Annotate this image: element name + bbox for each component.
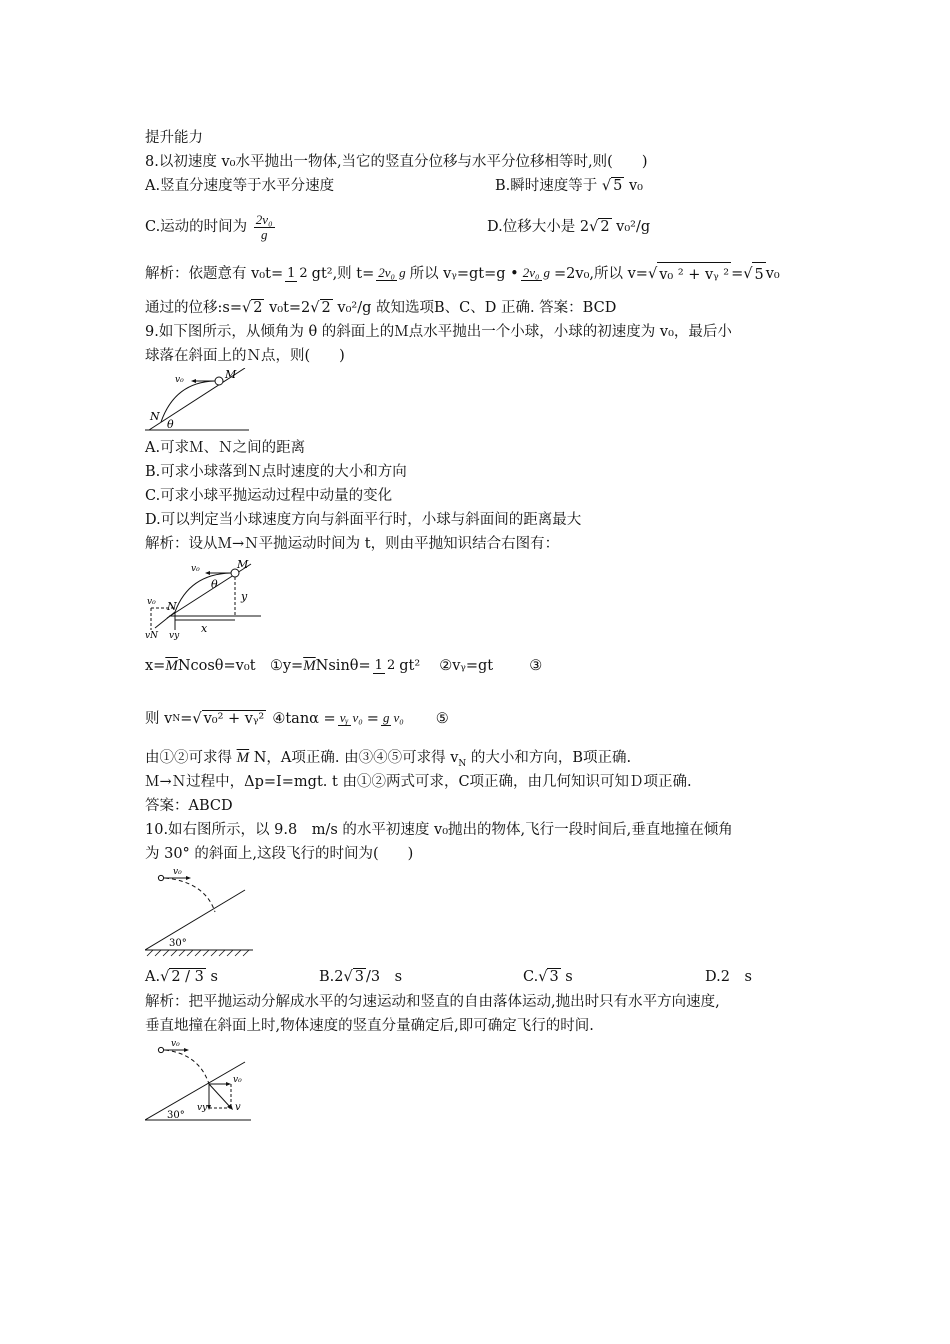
q8-analysis-tail: v₀	[765, 266, 780, 282]
root: 2	[600, 219, 610, 235]
q10-analysis-2: 垂直地撞在斜面上时,物体速度的竖直分量确定后,即可确定飞行的时间.	[145, 1018, 594, 1034]
q10-analysis-1: 解析：把平抛运动分解成水平的匀速运动和竖直的自由落体运动,抛出时只有水平方向速度,	[145, 994, 720, 1010]
eq1d: Nsinθ=	[315, 658, 371, 674]
eq1f: ②vᵧ=gt	[439, 658, 494, 674]
q8-analysis-mid2: 所以 vᵧ=gt=g •	[409, 266, 519, 282]
opt-tail: s	[565, 969, 573, 985]
g-v0-fraction	[381, 711, 406, 727]
num: 2v₀	[522, 265, 540, 281]
q9-figure	[145, 368, 255, 436]
q10-figure	[145, 866, 265, 958]
q8-analysis-mid3: =2v₀,所以 v=	[554, 266, 648, 282]
q9-equations-2: 则 v N = √ v₀² + vᵧ² ④tanα = vᵧ v₀ = g v₀ ⑤	[145, 692, 825, 746]
q8-opt-a: A.竖直分速度等于水平分速度	[145, 178, 335, 194]
fig-label-v0-2: v₀	[233, 1075, 242, 1085]
fig-label-v0: v₀	[173, 867, 182, 877]
q8-opt-c-fraction	[254, 213, 275, 241]
q9-conclusion-1	[145, 746, 825, 770]
q8-opt-b-tail: v₀	[628, 178, 643, 194]
root: 3	[549, 969, 559, 985]
sub-N: N	[458, 758, 467, 769]
q9-answer: 答案：ABCD	[145, 798, 233, 814]
section-title: 提升能力	[145, 130, 203, 146]
fig-label-v0: v₀	[175, 375, 184, 385]
q8-opt-b-root: 5	[613, 178, 623, 194]
den: g	[399, 265, 406, 281]
q10-opt-c: C.√ 3 s	[523, 969, 573, 985]
q8-opt-d-tail: v₀²/g	[616, 219, 651, 235]
q8-stem: 8.以初速度 v₀水平抛出一物体,当它的竖直分位移与水平分位移相等时,则( )	[145, 154, 648, 170]
fraction-denominator: g	[260, 226, 268, 242]
q8-options-ab	[145, 174, 825, 202]
den: v₀	[352, 710, 363, 726]
root5: 5	[752, 262, 765, 287]
q8-analysis-mid1: gt²,则 t=	[311, 266, 375, 282]
q9-equations-1	[145, 640, 825, 692]
ball-icon	[158, 1047, 163, 1052]
eq: =	[731, 266, 744, 282]
q8-opt-c	[145, 213, 487, 241]
document-page	[145, 126, 825, 1128]
q10-opt-a: A.√ 2 / 3 s	[145, 969, 218, 985]
fig-label-vN: vN	[145, 631, 158, 640]
q9-stem-1: 9.如下图所示，从倾角为 θ 的斜面上的Ｍ点水平抛出一个小球，小球的初速度为 v₀，最后小	[145, 324, 732, 340]
q10-opt-d: D.2 s	[705, 969, 752, 985]
q10-options	[145, 964, 825, 990]
num: g	[382, 710, 390, 726]
fig-label-vy: vy	[169, 631, 180, 640]
overline-M: $\overline{M}$	[303, 658, 316, 674]
t-fraction	[376, 266, 407, 282]
concl1a: 由①②可求得	[145, 750, 232, 766]
root: 2 / 3	[171, 969, 204, 985]
q10-opt-b: B.2√ 3 /3 s	[319, 969, 403, 985]
fig-label-y: y	[241, 590, 248, 603]
fig-label-N: N	[167, 600, 177, 613]
q8-analysis2-mid: v₀t=2	[269, 300, 311, 316]
den: v₀	[393, 710, 404, 726]
fig-label-v0: v₀	[191, 564, 200, 574]
concl1c: 的大小和方向，B项正确.	[470, 750, 632, 766]
q8-opt-d-text: D.位移大小是	[487, 219, 576, 235]
opt-pre: A.	[145, 969, 161, 985]
den: 2	[386, 658, 396, 674]
q9-analysis-figure	[145, 556, 265, 640]
eq2b: ④tanα =	[272, 711, 336, 727]
q8-opt-c-text: C.运动的时间为	[145, 219, 248, 235]
num: vᵧ	[339, 710, 349, 726]
q9-analysis-1: 解析：设从Ｍ→Ｎ平抛运动时间为 t，则由平抛知识结合右图有：	[145, 536, 560, 552]
opt-pre: C.	[523, 969, 539, 985]
q9-conclusion-2: Ｍ→Ｎ过程中，Δp=I=mgt. t 由①②两式可求，C项正确，由几何知识可知Ｄ项正确.	[145, 774, 692, 790]
num: 1	[287, 266, 296, 282]
root-expr: v₀ ² + vᵧ ²	[657, 262, 731, 287]
q10-stem-1: 10.如右图所示，以 9.8 m/s 的水平初速度 v₀抛出的物体,飞行一段时间后,垂直地撞在倾角	[145, 822, 733, 838]
fig-label-angle: 30°	[167, 1110, 185, 1121]
q8-analysis-prefix: 解析：依题意有 v₀t=	[145, 266, 284, 282]
fig-label-M: M	[225, 368, 237, 381]
root: 2	[321, 300, 331, 316]
opt-pre: B.	[319, 969, 335, 985]
num: 1	[374, 658, 383, 674]
opt-tail: /3 s	[365, 969, 403, 985]
sub-N: N	[172, 714, 181, 724]
coef: 2	[334, 969, 344, 985]
q9-opt-a: A.可求Ｍ、Ｎ之间的距离	[145, 440, 306, 456]
q8-analysis2-tail: v₀²/g 故知选项B、C、D 正确. 答案：BCD	[337, 300, 617, 316]
g-fraction	[521, 266, 552, 282]
eq: =	[180, 711, 193, 727]
q8-opt-d: D.位移大小是 2√ 2 v₀²/g	[487, 219, 651, 235]
eq: =	[366, 711, 379, 727]
q10-stem-2: 为 30° 的斜面上,这段飞行的时间为( )	[145, 846, 414, 862]
fig-label-theta: θ	[167, 418, 174, 431]
root-expr: v₀² + vᵧ²	[203, 711, 265, 727]
fig-label-theta: θ	[211, 578, 218, 591]
half-fraction	[285, 266, 310, 281]
opt-tail: s	[210, 969, 218, 985]
fig-label-N: N	[150, 410, 160, 423]
coef: 2	[579, 219, 590, 235]
q9-stem-2: 球落在斜面上的Ｎ点，则( )	[145, 348, 345, 364]
fig-label-x: x	[201, 622, 208, 635]
num: 2v₀	[378, 265, 396, 281]
eq1g: ③	[529, 658, 543, 674]
ball-icon	[215, 377, 223, 385]
fig-label-v0: v₀	[171, 1039, 180, 1049]
eq1b: Ncosθ=v₀t	[177, 658, 256, 674]
root: 2	[253, 300, 263, 316]
overline-M: $\overline{M}$	[165, 658, 178, 674]
fig-label-v: v	[235, 1102, 241, 1113]
overline-M: $\overline{M}$	[236, 750, 250, 766]
eq1a: x=	[145, 658, 166, 674]
q8-opt-b-text: B.瞬时速度等于	[495, 178, 598, 194]
half-fraction	[373, 658, 398, 673]
q8-analysis2-text: 通过的位移:s=	[145, 300, 242, 316]
q9-opt-b: B.可求小球落到Ｎ点时速度的大小和方向	[145, 464, 407, 480]
q10-analysis-figure	[145, 1038, 265, 1128]
eq2a: 则 v	[145, 711, 173, 727]
tan-fraction	[338, 711, 365, 727]
concl1b: N，A项正确. 由③④⑤可求得 v	[253, 750, 459, 766]
q9-opt-c: C.可求小球平抛运动过程中动量的变化	[145, 488, 393, 504]
den: 2	[299, 266, 308, 282]
root: 3	[354, 969, 364, 985]
q8-opt-b: B.瞬时速度等于 √ 5 v₀	[495, 178, 643, 194]
ball-icon	[158, 875, 163, 880]
q8-analysis-2: 通过的位移:s=√ 2 v₀t=2√ 2 v₀²/g 故知选项B、C、D 正确. 答案：BCD	[145, 300, 617, 316]
eq2c: ⑤	[435, 711, 449, 727]
q8-options-cd	[145, 202, 825, 252]
eq1e: gt²	[399, 658, 421, 674]
fig-label-angle: 30°	[169, 938, 187, 949]
den: g	[543, 265, 550, 281]
q8-analysis: 解析：依题意有 v₀t= 1 2 gt²,则 t= 2v₀ g 所以 vᵧ=gt=g • 2v₀ g =2v₀,所以 v= √ v₀ ² + vᵧ ² = √ 5 v₀	[145, 252, 825, 296]
q9-opt-d: D.可以判定当小球速度方向与斜面平行时，小球与斜面间的距离最大	[145, 512, 582, 528]
eq1c: ①y=	[269, 658, 304, 674]
fig-label-vy: vy	[197, 1103, 208, 1113]
fig-label-v0-2: v₀	[147, 597, 156, 607]
fraction-numerator: 2v₀	[255, 211, 273, 227]
fig-label-M: M	[237, 558, 249, 571]
